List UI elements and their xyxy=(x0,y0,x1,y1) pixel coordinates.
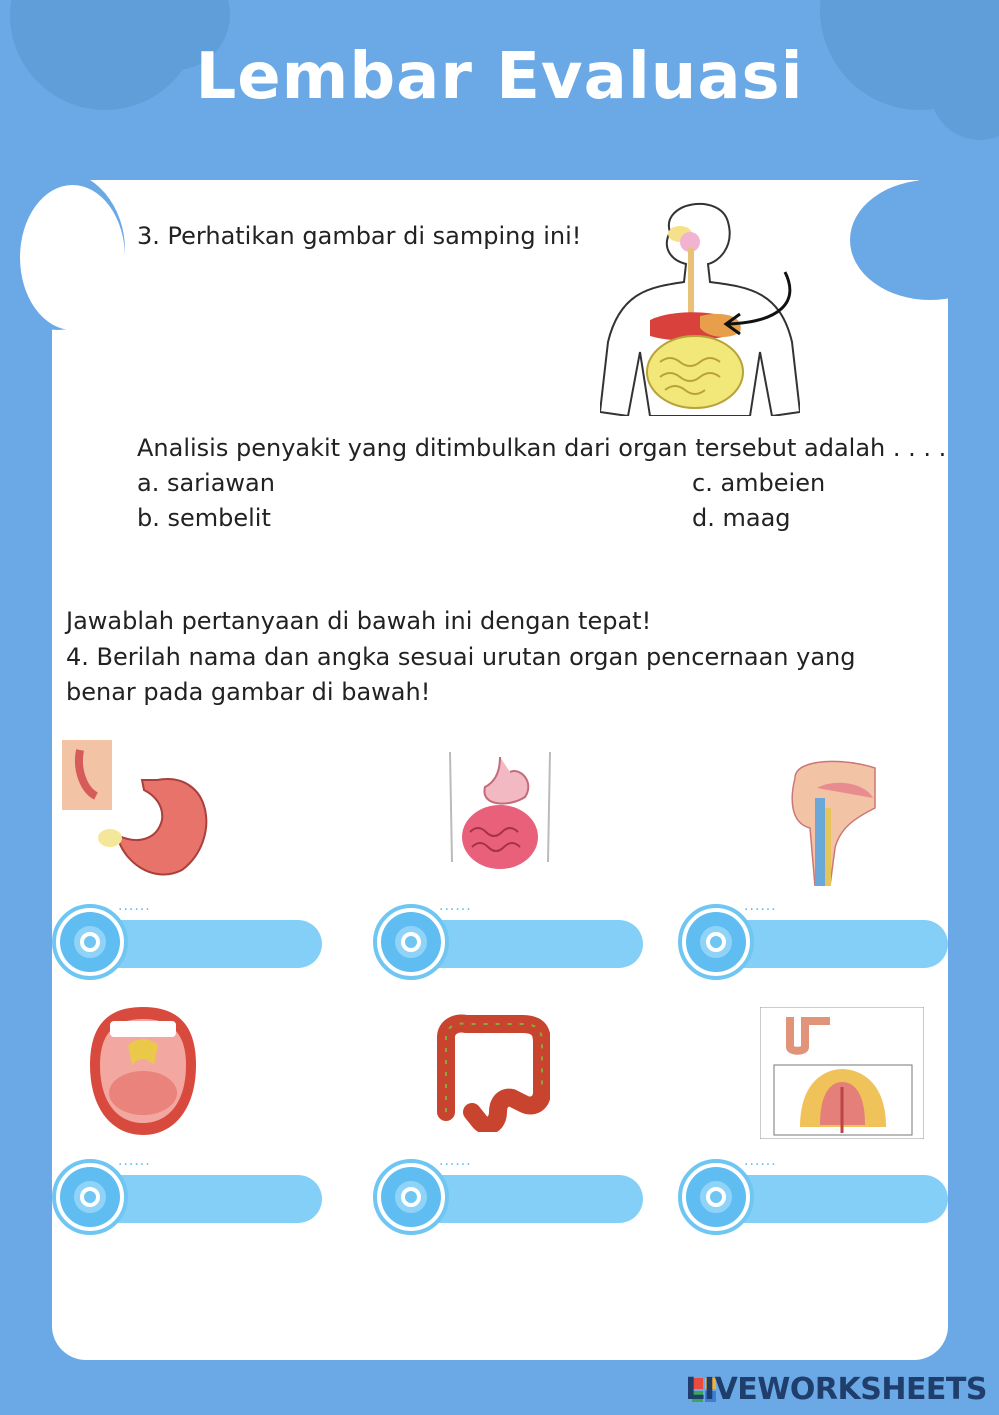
answer-ring-dot xyxy=(405,936,417,948)
answer-input-3[interactable] xyxy=(748,924,942,966)
answer-slot-3 xyxy=(678,898,948,982)
dots: ...... xyxy=(118,1153,151,1169)
answer-ring-dot xyxy=(710,1191,722,1203)
dots: ...... xyxy=(744,1153,777,1169)
dots: ...... xyxy=(118,898,151,914)
dots: ...... xyxy=(439,1153,472,1169)
instruction-text: Jawablah pertanyaan di bawah ini dengan tepat! xyxy=(66,607,652,635)
page-title: Lembar Evaluasi xyxy=(195,40,804,114)
esophagus-icon xyxy=(785,758,885,886)
answer-input-1[interactable] xyxy=(122,924,316,966)
question-4-prompt: 4. Berilah nama dan angka sesuai urutan organ pencernaan yang xyxy=(66,643,856,671)
answer-slot-4 xyxy=(52,1153,322,1237)
answer-input-6[interactable] xyxy=(748,1179,942,1221)
dots: ...... xyxy=(744,898,777,914)
question-4-prompt: benar pada gambar di bawah! xyxy=(66,678,431,706)
option-a[interactable]: a. sariawan xyxy=(137,469,275,497)
anus-icon xyxy=(760,1007,924,1139)
answer-slot-1 xyxy=(52,898,322,982)
answer-ring-dot xyxy=(84,936,96,948)
cloud-bump xyxy=(850,180,999,300)
answer-slot-5 xyxy=(373,1153,643,1237)
answer-slot-2 xyxy=(373,898,643,982)
answer-ring-dot xyxy=(405,1191,417,1203)
mouth-icon xyxy=(88,1005,198,1137)
answer-slot-6 xyxy=(678,1153,948,1237)
stomach-icon xyxy=(62,740,222,880)
option-d[interactable]: d. maag xyxy=(692,504,791,532)
large-intestine-icon xyxy=(432,1012,550,1132)
digestive-system-icon xyxy=(440,752,560,882)
answer-ring-dot xyxy=(710,936,722,948)
dots: ...... xyxy=(439,898,472,914)
answer-input-2[interactable] xyxy=(443,924,637,966)
option-b[interactable]: b. sembelit xyxy=(137,504,271,532)
answer-input-5[interactable] xyxy=(443,1179,637,1221)
answer-input-4[interactable] xyxy=(122,1179,316,1221)
question-3-text: Analisis penyakit yang ditimbulkan dari organ tersebut adalah . . . . xyxy=(137,434,947,462)
cloud-bump xyxy=(20,185,125,330)
option-c[interactable]: c. ambeien xyxy=(692,469,826,497)
digestive-system-figure-icon xyxy=(600,192,800,416)
brand-name[interactable]: LIVEWORKSHEETS xyxy=(685,1372,987,1407)
answer-ring-dot xyxy=(84,1191,96,1203)
question-3-prompt: 3. Perhatikan gambar di samping ini! xyxy=(137,222,582,250)
